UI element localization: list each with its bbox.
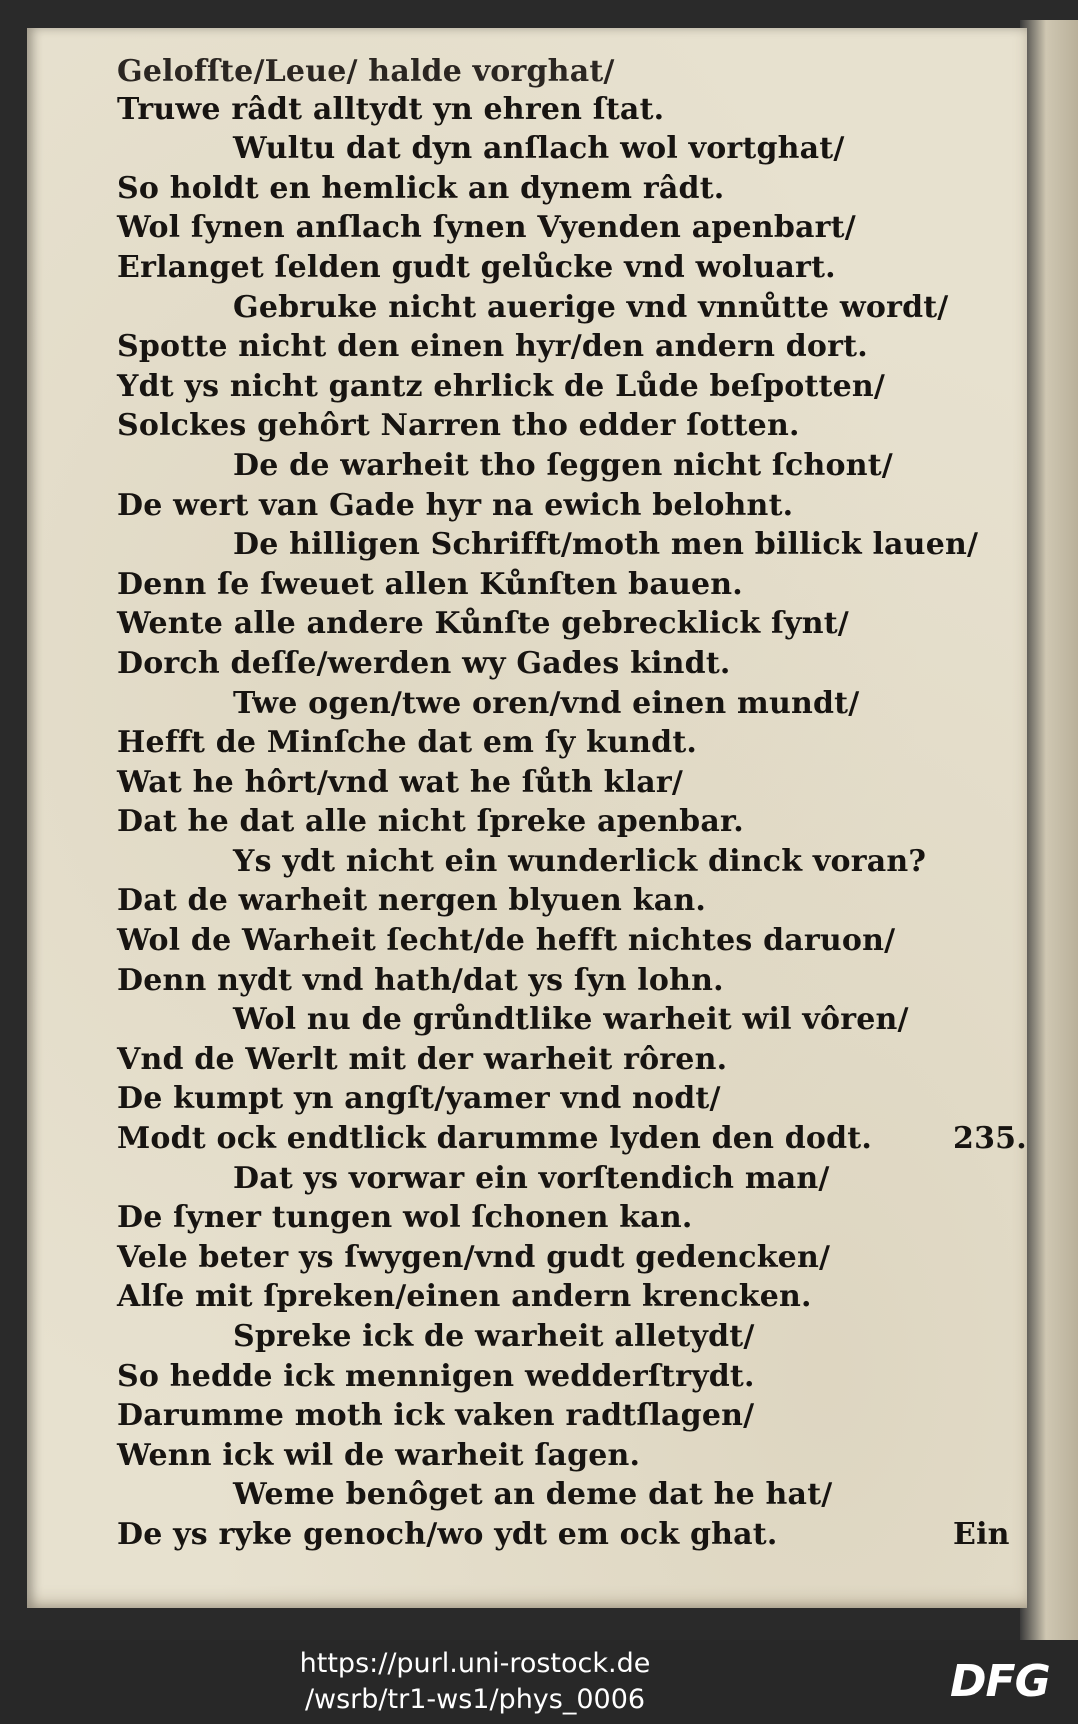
text-line (117, 288, 1037, 328)
text-line (117, 1238, 1037, 1278)
text-line (117, 1040, 1037, 1080)
text-line (117, 881, 1037, 921)
text-line-content: Weme benôget an deme dat he hat/ (233, 1477, 833, 1513)
text-line-content: Spotte nicht den einen hyr/den andern dort. (117, 329, 868, 365)
text-line (117, 1515, 1037, 1555)
text-line-content: De wert van Gade hyr na ewich belohnt. (117, 487, 794, 523)
text-line-content: So hedde ick mennigen wedderſtrydt. (117, 1358, 755, 1394)
text-line-content: Darumme moth ick vaken radtſlagen/ (117, 1398, 755, 1434)
text-line (117, 1159, 1037, 1199)
footer-url-line-1[interactable]: https://purl.uni-rostock.de (299, 1648, 651, 1679)
dfg-logo: DFG (950, 1656, 1050, 1707)
text-line-content: Ys ydt nicht ein wunderlick dinck voran? (233, 843, 927, 879)
text-line (117, 169, 1037, 209)
text-line-content: Erlanget ſelden gudt gelůcke vnd woluart. (117, 249, 836, 285)
text-line-content: De hilligen Schrifft/moth men billick lauen/ (233, 527, 979, 563)
text-line (117, 684, 1037, 724)
footer-url-line-2[interactable]: /wsrb/tr1-ws1/phys_0006 (304, 1684, 646, 1715)
text-line (117, 1119, 1037, 1159)
text-line-content: De de warheit tho ſeggen nicht ſchont/ (233, 447, 893, 483)
text-line-content: Gelofſte/Leue/ halde vorghat/ (117, 54, 615, 89)
text-line (117, 1079, 1037, 1119)
text-line (117, 1436, 1037, 1476)
text-line-content: Dat ys vorwar ein vorſtendich man/ (233, 1160, 830, 1196)
text-line (117, 367, 1037, 407)
text-line (117, 961, 1037, 1001)
text-line (117, 327, 1037, 367)
text-line (117, 525, 1037, 565)
text-line (117, 1475, 1037, 1515)
text-line (117, 921, 1037, 961)
text-line-content: Dat de warheit nergen blyuen kan. (117, 883, 706, 919)
text-line-content: De kumpt yn angſt/yamer vnd nodt/ (117, 1081, 721, 1117)
text-line-content: Wultu dat dyn anſlach wol vortghat/ (233, 131, 845, 167)
text-line-content: Hefft de Minſche dat em ſy kundt. (117, 725, 698, 761)
text-line-content: De ys ryke genoch/wo ydt em ock ghat. (117, 1516, 778, 1552)
text-line-content: De ſyner tungen wol ſchonen kan. (117, 1200, 693, 1236)
text-line (117, 446, 1037, 486)
text-line-content: Gebruke nicht auerige vnd vnnůtte wordt/ (233, 289, 949, 325)
text-line (117, 406, 1037, 446)
text-line (117, 1198, 1037, 1238)
text-line (117, 723, 1037, 763)
text-line (117, 1000, 1037, 1040)
text-line (117, 763, 1037, 803)
text-line-content: Denn nydt vnd hath/dat ys ſyn lohn. (117, 962, 724, 998)
text-line (117, 486, 1037, 526)
book-page (27, 28, 1027, 1608)
text-line (117, 1357, 1037, 1397)
text-line-content: Dat he dat alle nicht ſpreke apenbar. (117, 804, 744, 840)
text-line-content: Wente alle andere Kůnſte gebrecklick ſynt/ (117, 606, 849, 642)
text-line-content: Solckes gehôrt Narren tho edder ſotten. (117, 408, 800, 444)
text-line (117, 208, 1037, 248)
text-line (117, 129, 1037, 169)
page-text (117, 50, 1037, 1555)
text-line-content: Wol ſynen anſlach ſynen Vyenden apenbart/ (117, 210, 856, 246)
text-line-content: Twe ogen/twe oren/vnd einen mundt/ (233, 685, 860, 721)
text-line-content: Ydt ys nicht gantz ehrlick de Lůde beſpotten/ (117, 368, 886, 404)
text-line (117, 1277, 1037, 1317)
text-line (117, 644, 1037, 684)
text-line (117, 248, 1037, 288)
text-line (117, 1317, 1037, 1357)
text-line (117, 1396, 1037, 1436)
text-line (117, 90, 1037, 130)
text-line (117, 842, 1037, 882)
text-line (117, 604, 1037, 644)
text-line-content: Wol nu de grůndtlike warheit wil vôren/ (233, 1002, 909, 1038)
text-line-content: Denn ſe ſweuet allen Kůnſten bauen. (117, 566, 743, 602)
text-line (117, 802, 1037, 842)
text-line-content: Wat he hôrt/vnd wat he ſůth klar/ (117, 764, 683, 800)
text-line-content: Wol de Warheit ſecht/de hefft nichtes daruon/ (117, 923, 896, 959)
catchword: Ein (953, 1516, 1010, 1552)
text-line-content: Vnd de Werlt mit der warheit rôren. (117, 1041, 728, 1077)
text-line-content: Modt ock endtlick darumme lyden den dodt. (117, 1121, 873, 1157)
text-line-content: Wenn ick wil de warheit ſagen. (117, 1437, 641, 1473)
text-line (117, 565, 1037, 605)
footer-bar (0, 1640, 1078, 1724)
text-line-content: Vele beter ys ſwygen/vnd gudt gedencken/ (117, 1239, 831, 1275)
text-line-content: Alſe mit ſpreken/einen andern krencken. (117, 1279, 812, 1315)
text-line-content: Spreke ick de warheit alletydt/ (233, 1319, 755, 1354)
footer-url[interactable] (240, 1646, 710, 1718)
folio-number: 235. (953, 1121, 1027, 1157)
text-line-content: Truwe râdt alltydt yn ehren ſtat. (117, 91, 665, 127)
text-line-content: So holdt en hemlick an dynem râdt. (117, 170, 725, 206)
text-line-content: Dorch deſſe/werden wy Gades kindt. (117, 645, 731, 681)
text-line (117, 52, 1037, 92)
